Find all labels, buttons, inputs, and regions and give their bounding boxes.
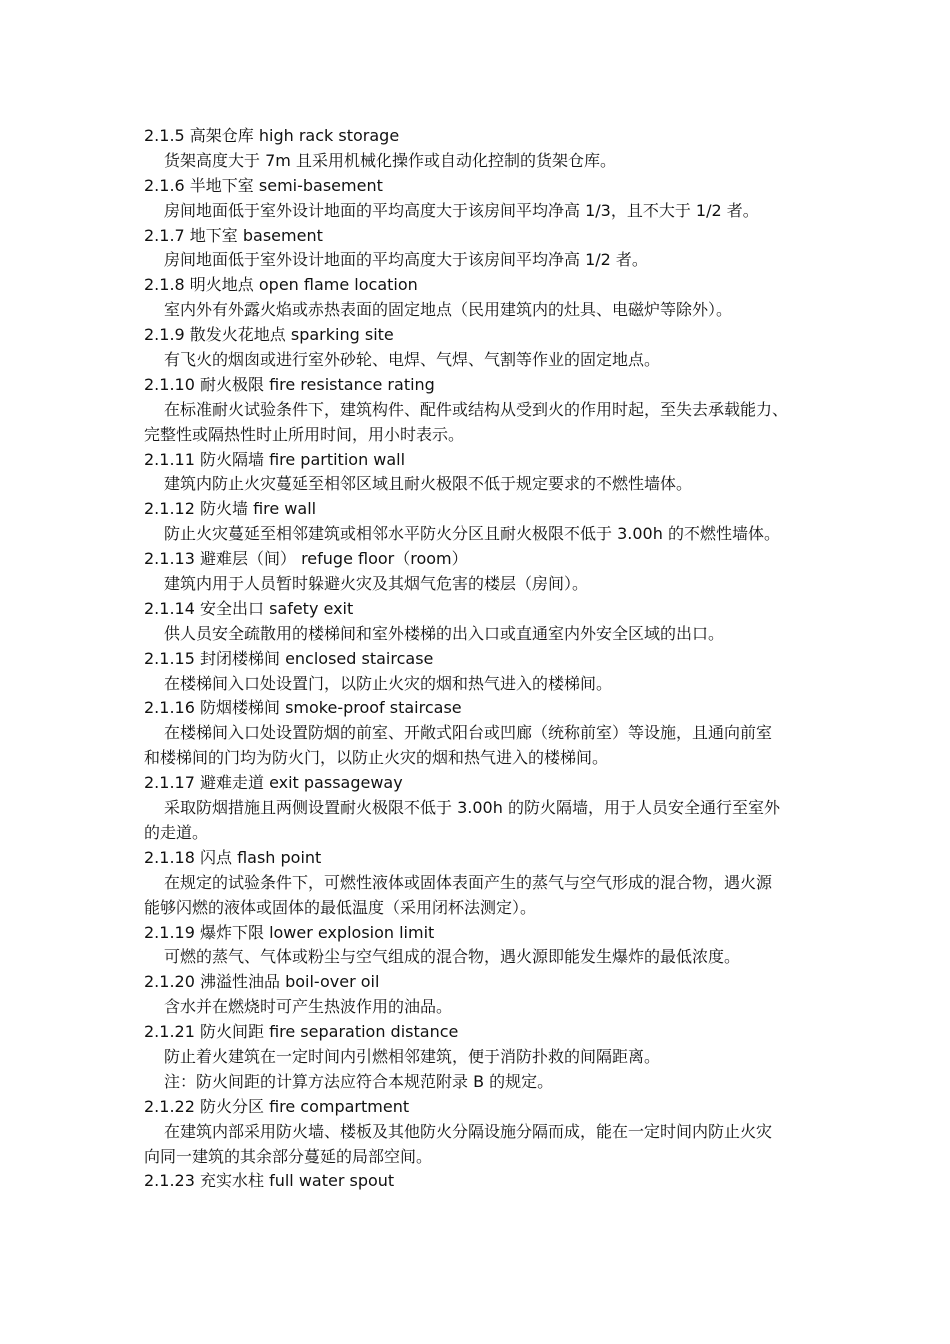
term-heading: 2.1.13 避难层（间） refuge floor（room） [144, 549, 468, 569]
term-heading: 2.1.7 地下室 basement [144, 225, 323, 245]
definition-text: 建筑内用于人员暂时躲避火灾及其烟气危害的楼层（房间）。 [164, 574, 589, 594]
definition-text: 货架高度大于 7m 且采用机械化操作或自动化控制的货架仓库。 [164, 150, 616, 170]
document-body [144, 124, 809, 1194]
definition-text: 有飞火的烟囱或进行室外砂轮、电焊、气焊、气割等作业的固定地点。 [164, 350, 661, 370]
definition-text: 含水并在燃烧时可产生热波作用的油品。 [164, 997, 453, 1017]
term-heading: 2.1.14 安全出口 safety exit [144, 598, 354, 618]
term-heading: 2.1.19 爆炸下限 lower explosion limit [144, 922, 435, 942]
definition-text: 在规定的试验条件下，可燃性液体或固体表面产生的蒸气与空气形成的混合物，遇火源 [164, 872, 773, 892]
definition-text: 供人员安全疏散用的楼梯间和室外楼梯的出入口或直通室内外安全区域的出口。 [164, 623, 725, 643]
term-heading: 2.1.21 防火间距 fire separation distance [144, 1022, 459, 1042]
term-heading: 2.1.12 防火墙 fire wall [144, 499, 317, 519]
definition-text: 在建筑内部采用防火墙、楼板及其他防火分隔设施分隔而成，能在一定时间内防止火灾 [164, 1121, 773, 1141]
term-heading: 2.1.17 避难走道 exit passageway [144, 773, 403, 793]
definition-text: 防止着火建筑在一定时间内引燃相邻建筑，便于消防扑救的间隔距离。 [164, 1046, 661, 1066]
definition-continuation: 的走道。 [144, 822, 209, 842]
definition-text: 在楼梯间入口处设置防烟的前室、开敞式阳台或凹廊（统称前室）等设施，且通向前室 [164, 723, 773, 743]
definition-text: 可燃的蒸气、气体或粉尘与空气组成的混合物，遇火源即能发生爆炸的最低浓度。 [164, 947, 741, 967]
definition-text: 室内外有外露火焰或赤热表面的固定地点（民用建筑内的灶具、电磁炉等除外）。 [164, 300, 733, 320]
term-heading: 2.1.11 防火隔墙 fire partition wall [144, 449, 406, 469]
term-heading: 2.1.5 高架仓库 high rack storage [144, 126, 400, 145]
definition-continuation: 向同一建筑的其余部分蔓延的局部空间。 [144, 1146, 433, 1166]
definition-text: 防止火灾蔓延至相邻建筑或相邻水平防火分区且耐火极限不低于 3.00h 的不燃性墙体。 [164, 524, 780, 544]
term-heading: 2.1.20 沸溢性油品 boil-over oil [144, 972, 380, 992]
term-heading: 2.1.22 防火分区 fire compartment [144, 1096, 410, 1116]
definition-text: 在楼梯间入口处设置门，以防止火灾的烟和热气进入的楼梯间。 [164, 673, 613, 693]
definition-text: 在标准耐火试验条件下，建筑构件、配件或结构从受到火的作用时起，至失去承载能力、 [164, 399, 789, 419]
term-heading: 2.1.18 闪点 flash point [144, 847, 322, 867]
definition-text: 采取防烟措施且两侧设置耐火极限不低于 3.00h 的防火隔墙，用于人员安全通行至室外 [164, 798, 780, 818]
term-heading: 2.1.23 充实水柱 full water spout [144, 1171, 395, 1191]
definition-continuation: 和楼梯间的门均为防火门，以防止火灾的烟和热气进入的楼梯间。 [144, 748, 609, 768]
definition-text: 房间地面低于室外设计地面的平均高度大于该房间平均净高 1/3，且不大于 1/2 者。 [164, 200, 759, 220]
term-heading: 2.1.6 半地下室 semi-basement [144, 175, 383, 195]
term-heading: 2.1.15 封闭楼梯间 enclosed staircase [144, 648, 434, 668]
term-heading: 2.1.10 耐火极限 fire resistance rating [144, 374, 435, 394]
definition-continuation: 能够闪燃的液体或固体的最低温度（采用闭杯法测定）。 [144, 897, 537, 917]
term-heading: 2.1.9 散发火花地点 sparking site [144, 325, 394, 345]
definition-text: 注：防火间距的计算方法应符合本规范附录 B 的规定。 [164, 1071, 554, 1091]
term-heading: 2.1.16 防烟楼梯间 smoke-proof staircase [144, 698, 462, 718]
term-heading: 2.1.8 明火地点 open flame location [144, 275, 418, 295]
definition-text: 房间地面低于室外设计地面的平均高度大于该房间平均净高 1/2 者。 [164, 250, 648, 270]
definition-text: 建筑内防止火灾蔓延至相邻区域且耐火极限不低于规定要求的不燃性墙体。 [164, 474, 693, 494]
definition-continuation: 完整性或隔热性时止所用时间，用小时表示。 [144, 424, 465, 444]
